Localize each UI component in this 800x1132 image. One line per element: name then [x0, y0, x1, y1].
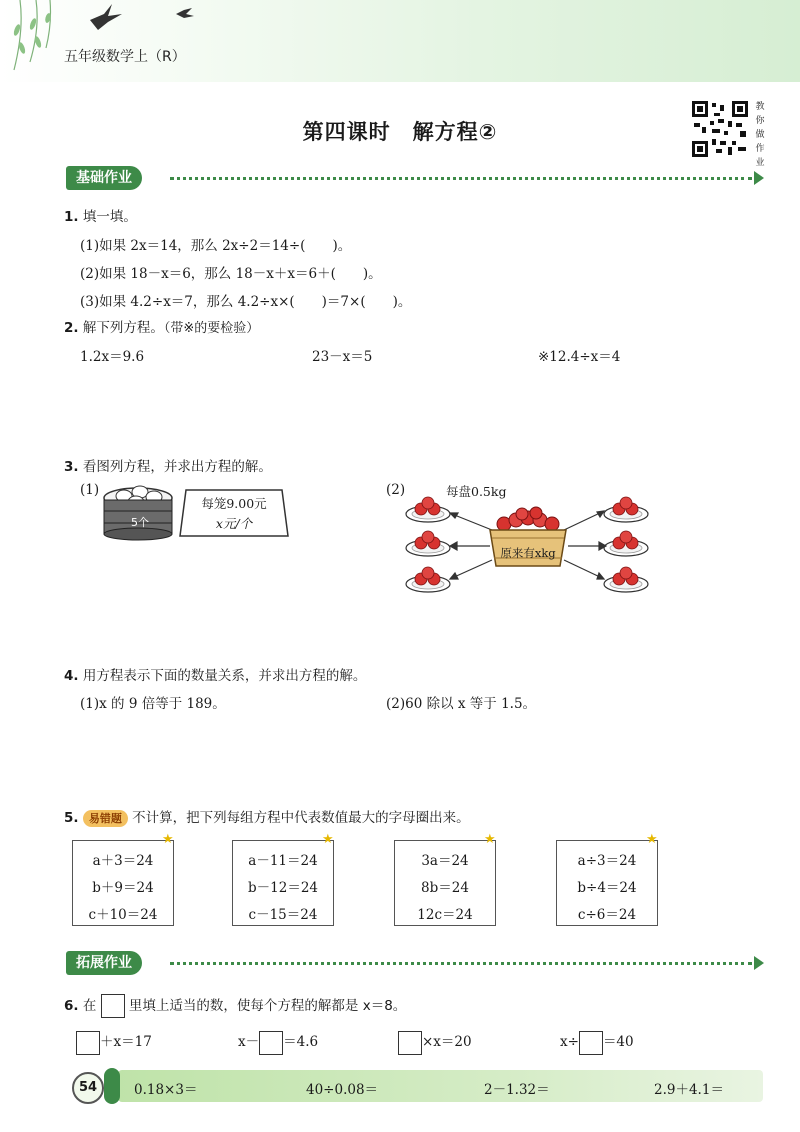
answer-box-1[interactable]: [76, 1031, 100, 1055]
q2-equation-1: 1.2x＝9.6: [80, 349, 145, 365]
group3-eq-c: 12c＝24: [417, 907, 473, 923]
section-extended-label: 拓展作业: [66, 951, 142, 975]
q6-equation-3: [398, 1030, 472, 1055]
q2-number: 2.: [64, 320, 79, 336]
q6-eq4-post: ＝40: [602, 1034, 634, 1050]
footer-calc-1: 0.18×3＝: [134, 1082, 198, 1098]
answer-box-3[interactable]: [398, 1031, 422, 1055]
star-icon: ★: [646, 832, 658, 847]
q6-number: 6.: [64, 998, 79, 1014]
section-extended: [66, 951, 766, 975]
equation-group-1: [72, 840, 174, 926]
section-arrow-icon: [754, 171, 764, 185]
q4-number: 4.: [64, 668, 79, 684]
group1-eq-b: b＋9＝24: [92, 880, 154, 896]
q6-eq2-pre: x－: [238, 1034, 260, 1050]
section-basic-label: 基础作业: [66, 166, 142, 190]
q6-eq1-text: ＋x＝17: [100, 1034, 152, 1050]
q3-heading: [64, 455, 272, 475]
q6-equation-2: [238, 1030, 318, 1055]
qr-code[interactable]: [692, 101, 748, 157]
willow-swallow-illustration: [0, 0, 220, 80]
group1-eq-a: a＋3＝24: [92, 853, 154, 869]
q6-eq4-pre: x÷: [560, 1034, 579, 1050]
equation-group-4: [556, 840, 658, 926]
footer-calc-3: 2－1.32＝: [484, 1082, 550, 1098]
q6-pre: 在: [82, 998, 97, 1014]
section-dots: [170, 177, 752, 180]
equation-group-2: [232, 840, 334, 926]
q4-item-2: (2)60 除以 x 等于 1.5。: [386, 696, 537, 712]
star-icon: ★: [484, 832, 496, 847]
q1-title: 填一填。: [82, 209, 137, 225]
q1-heading: [64, 205, 137, 225]
price-sign-line1: 每笼9.00元: [201, 496, 267, 511]
group2-eq-c: c－15＝24: [248, 907, 318, 923]
q2-heading: [64, 316, 259, 336]
group3-eq-b: 8b＝24: [421, 880, 469, 896]
star-icon: ★: [322, 832, 334, 847]
qr-label: 教你做作业: [755, 102, 765, 168]
q6-eq3-text: ×x＝20: [422, 1034, 472, 1050]
q1-item-2: (2)如果 18－x＝6，那么 18－x＋x＝6＋( )。: [80, 266, 382, 282]
plate-caption: 每盘0.5kg: [446, 484, 507, 499]
section-dots: [170, 962, 752, 965]
answer-box-4[interactable]: [579, 1031, 603, 1055]
basket-label: 原来有xkg: [500, 546, 556, 560]
q4-title: 用方程表示下面的数量关系，并求出方程的解。: [82, 668, 367, 684]
group3-eq-a: 3a＝24: [421, 853, 469, 869]
footer-tab: [104, 1068, 120, 1104]
section-arrow-icon: [754, 956, 764, 970]
q6-equation-4: [560, 1030, 634, 1055]
group4-eq-a: a÷3＝24: [577, 853, 637, 869]
star-icon: ★: [162, 832, 174, 847]
q6-heading: [64, 994, 406, 1018]
q2-title: 解下列方程。: [82, 320, 164, 336]
q1-number: 1.: [64, 209, 79, 225]
q5-title: 不计算，把下列每组方程中代表数值最大的字母圈出来。: [132, 810, 470, 826]
q4-heading: [64, 664, 366, 684]
group2-eq-b: b－12＝24: [248, 880, 318, 896]
grade-label: 五年级数学上（R）: [64, 49, 186, 65]
steamer-count: 5个: [131, 516, 149, 529]
q2-note: （带※的要检验）: [163, 321, 260, 336]
q1-item-1: (1)如果 2x＝14，那么 2x÷2＝14÷( )。: [80, 238, 352, 254]
error-prone-badge: 易错题: [83, 810, 128, 827]
q3-part2-label: (2): [386, 482, 406, 498]
q1-item-3: (3)如果 4.2÷x＝7，那么 4.2÷x×( )＝7×( )。: [80, 294, 412, 310]
q5-heading: [64, 806, 470, 827]
group1-eq-c: c＋10＝24: [88, 907, 158, 923]
steamer-basket-image: [98, 480, 178, 542]
equation-group-3: [394, 840, 496, 926]
q6-equation-1: [76, 1030, 152, 1055]
q3-title: 看图列方程，并求出方程的解。: [82, 459, 272, 475]
blank-box-sample: [101, 994, 125, 1018]
page-title: 第四课时 解方程②: [302, 120, 498, 144]
q3-number: 3.: [64, 459, 79, 475]
footer-calc-2: 40÷0.08＝: [306, 1082, 379, 1098]
group4-eq-c: c÷6＝24: [577, 907, 637, 923]
group4-eq-b: b÷4＝24: [577, 880, 637, 896]
q2-equation-3: ※12.4÷x＝4: [538, 349, 621, 365]
q6-post: 里填上适当的数，使每个方程的解都是 x＝8。: [128, 998, 407, 1014]
page-number: 54: [72, 1072, 104, 1104]
q3-part1-label: (1): [80, 482, 100, 498]
group2-eq-a: a－11＝24: [248, 853, 318, 869]
section-basic: [66, 166, 766, 190]
footer-calc-4: 2.9＋4.1＝: [654, 1082, 724, 1098]
q6-eq2-post: ＝4.6: [283, 1034, 319, 1050]
q5-number: 5.: [64, 810, 79, 826]
q4-item-1: (1)x 的 9 倍等于 189。: [80, 696, 226, 712]
answer-box-2[interactable]: [259, 1031, 283, 1055]
price-sign-line2: x元/个: [215, 516, 253, 531]
q2-equation-2: 23－x＝5: [312, 349, 373, 365]
